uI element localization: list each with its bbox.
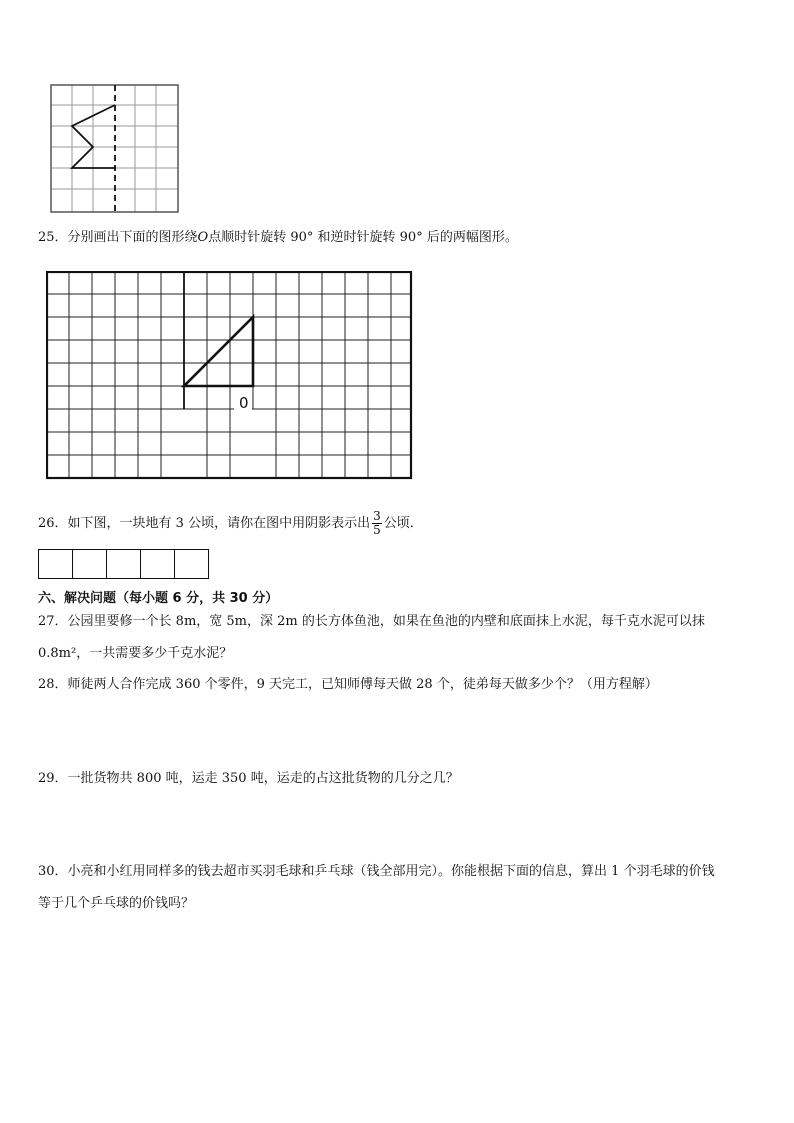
fraction-three-fifths [372, 510, 382, 537]
land-cell[interactable] [174, 549, 209, 579]
section-6-heading: 六、解决问题（每小题 6 分，共 30 分） [38, 591, 279, 606]
q25-point-label: O [197, 230, 209, 245]
question-29: 29．一批货物共 800 吨，运走 350 吨，运走的占这批货物的几分之几？ [38, 771, 459, 786]
q25-text-before: 25．分别画出下面的图形绕 [38, 230, 198, 245]
land-cell[interactable] [72, 549, 107, 579]
fraction-numerator: 3 [373, 509, 381, 523]
question-30-line-2: 等于几个乒乓球的价钱吗？ [38, 896, 195, 911]
right-triangle [184, 317, 253, 386]
rotation-grid-figure [46, 271, 414, 481]
q26-text-after: 公顷． [383, 516, 423, 531]
question-30-line-1: 30．小亮和小红用同样多的钱去超市买羽毛球和乒乓球（钱全部用完）。你能根据下面的信息，算出 1 个羽毛球的价钱 [38, 864, 715, 879]
land-cell[interactable] [38, 549, 73, 579]
symmetry-figure [50, 84, 180, 214]
land-cell[interactable] [140, 549, 175, 579]
fraction-denominator: 5 [373, 523, 381, 537]
question-26 [38, 509, 423, 539]
question-25 [38, 229, 518, 247]
rotation-grid [46, 271, 414, 481]
land-cell[interactable] [106, 549, 141, 579]
question-27-line-1: 27．公园里要修一个长 8m，宽 5m，深 2m 的长方体鱼池，如果在鱼池的内壁和底面抹上水泥，每千克水泥可以抹 [38, 614, 705, 629]
origin-label: 0 [239, 394, 249, 412]
question-28: 28．师徒两人合作完成 360 个零件，9 天完工，已知师傅每天做 28 个，徒弟每天做多少个？（用方程解） [38, 677, 658, 692]
question-27-line-2: 0.8m²，一共需要多少千克水泥？ [38, 646, 233, 661]
q25-text-after: 点顺时针旋转 90° 和逆时针旋转 90° 后的两幅图形。 [208, 230, 518, 245]
q26-text-before: 26．如下图，一块地有 3 公顷，请你在图中用阴影表示出 [38, 516, 371, 531]
land-strip [38, 549, 208, 579]
symmetry-grid [50, 84, 180, 214]
